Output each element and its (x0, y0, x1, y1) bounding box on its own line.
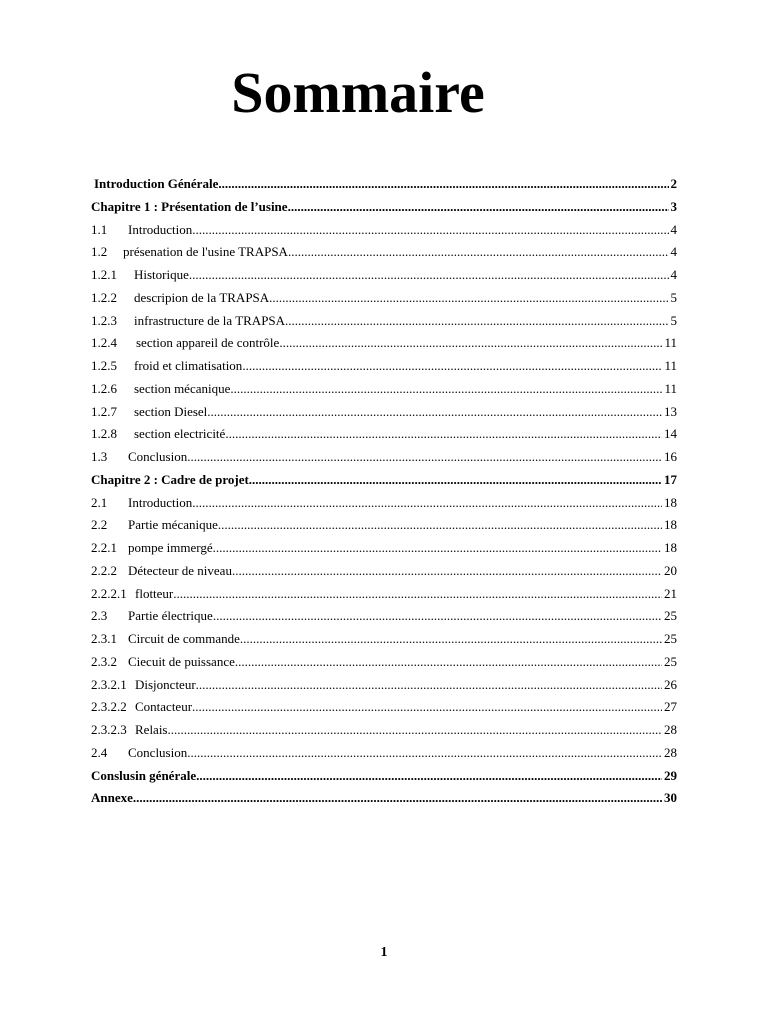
toc-entry-label: froid et climatisation (134, 358, 243, 373)
toc-entry[interactable] (91, 492, 677, 515)
table-of-contents (91, 173, 677, 810)
toc-entry-label: Conslusin générale (91, 767, 197, 783)
toc-entry-page: 17 (664, 471, 677, 487)
toc-entry-label: section appareil de contrôle (136, 335, 280, 351)
toc-entry-label: Introduction Générale (94, 176, 219, 191)
toc-entry[interactable] (91, 765, 677, 788)
toc-entry-page: 14 (664, 426, 677, 442)
toc-entry[interactable] (91, 583, 677, 606)
toc-entry-label: Partie électrique (128, 608, 213, 624)
toc-entry-label: Introduction (128, 494, 193, 510)
toc-entry[interactable] (91, 196, 677, 219)
toc-entry-number: 1.2.4 (91, 335, 117, 351)
dot-leader (213, 537, 662, 560)
dot-leader (213, 605, 662, 628)
toc-entry-number: 2.4 (91, 744, 108, 760)
toc-entry-page: 20 (664, 562, 677, 578)
page-title: Sommaire (231, 60, 485, 125)
toc-entry-page: 16 (664, 449, 677, 464)
dot-leader (288, 241, 669, 264)
toc-entry-label: Chapitre 1 : Présentation de l’usine (91, 198, 288, 214)
toc-entry[interactable] (91, 674, 677, 697)
toc-entry-page: 28 (664, 722, 677, 737)
toc-entry-label: Partie mécanique (128, 517, 218, 533)
toc-entry-number: 1.2.5 (91, 358, 117, 373)
toc-entry[interactable] (91, 651, 677, 674)
toc-entry-page: 4 (670, 267, 677, 282)
toc-entry-page: 5 (670, 312, 677, 328)
dot-leader (192, 492, 662, 515)
dot-leader (269, 287, 668, 310)
dot-leader (187, 446, 662, 469)
toc-entry-label: pompe immergé (128, 540, 213, 555)
toc-entry-number: 1.2 (91, 244, 108, 260)
toc-entry[interactable] (91, 560, 677, 583)
toc-entry-number: 2.3 (91, 608, 108, 624)
dot-leader (279, 332, 662, 355)
toc-entry-label: présenation de l'usine TRAPSA (123, 244, 288, 260)
dot-leader (189, 264, 669, 287)
toc-entry-page: 25 (664, 653, 677, 669)
dot-leader (225, 423, 662, 446)
dot-leader (235, 651, 662, 674)
dot-leader (192, 219, 668, 242)
toc-entry[interactable] (91, 719, 677, 742)
toc-entry-label: Ciecuit de puissance (128, 653, 235, 669)
toc-entry-page: 25 (664, 608, 677, 624)
toc-entry-label: Chapitre 2 : Cadre de projet (91, 471, 249, 487)
toc-entry-label: Détecteur de niveau (128, 562, 232, 578)
toc-entry-page: 30 (664, 790, 677, 806)
dot-leader (242, 355, 662, 378)
toc-entry-number: 1.2.3 (91, 312, 117, 328)
toc-entry-label: flotteur (135, 585, 174, 601)
toc-entry-number: 1.2.2 (91, 289, 117, 305)
toc-entry-label: Relais (135, 722, 168, 737)
toc-entry-page: 25 (664, 631, 677, 646)
toc-entry-label: Contacteur (135, 699, 193, 715)
toc-entry-number: 2.1 (91, 494, 108, 510)
toc-entry[interactable] (91, 423, 677, 446)
toc-entry-label: infrastructure de la TRAPSA (134, 312, 286, 328)
toc-entry[interactable] (91, 287, 677, 310)
page-number: 1 (380, 945, 388, 960)
toc-entry[interactable] (91, 537, 677, 560)
toc-entry[interactable] (91, 332, 677, 355)
toc-entry-number: 2.3.2 (91, 653, 117, 669)
toc-entry-page: 4 (670, 244, 677, 260)
toc-entry-page: 27 (664, 699, 677, 715)
dot-leader (285, 310, 668, 333)
toc-entry-label: Disjoncteur (135, 676, 196, 692)
toc-entry[interactable] (91, 787, 677, 810)
toc-entry-page: 13 (664, 403, 677, 419)
toc-entry-page: 2 (670, 176, 677, 191)
toc-entry-page: 28 (664, 744, 677, 760)
toc-entry[interactable] (91, 173, 677, 196)
toc-entry-label: section electricité (134, 426, 226, 442)
toc-entry[interactable] (91, 264, 677, 287)
toc-entry-label: Introduction (128, 221, 193, 237)
dot-leader (230, 378, 662, 401)
toc-entry-label: Historique (134, 267, 189, 282)
toc-entry[interactable] (91, 469, 677, 492)
toc-entry[interactable] (91, 696, 677, 719)
toc-entry[interactable] (91, 446, 677, 469)
toc-entry-number: 2.3.2.1 (91, 676, 127, 692)
dot-leader (240, 628, 662, 651)
toc-entry[interactable] (91, 401, 677, 424)
toc-entry-page: 4 (670, 221, 677, 237)
dot-leader (232, 560, 662, 583)
toc-entry-number: 2.2.2.1 (91, 585, 127, 601)
toc-entry-number: 2.3.2.3 (91, 722, 127, 737)
toc-entry-page: 18 (664, 494, 677, 510)
toc-entry-number: 2.2.1 (91, 540, 117, 555)
toc-entry-page: 5 (670, 289, 677, 305)
toc-entry-page: 18 (664, 517, 677, 533)
toc-entry[interactable] (91, 241, 677, 264)
toc-entry-number: 1.3 (91, 449, 108, 464)
toc-entry-label: Conclusion (128, 449, 188, 464)
toc-entry-page: 21 (664, 585, 677, 601)
dot-leader (168, 719, 663, 742)
toc-entry-number: 2.3.2.2 (91, 699, 127, 715)
toc-entry-number: 2.2 (91, 517, 108, 533)
dot-leader (196, 765, 662, 788)
toc-entry-page: 11 (664, 335, 677, 351)
dot-leader (288, 196, 669, 219)
toc-entry-label: Circuit de commande (128, 631, 240, 646)
toc-entry[interactable] (91, 355, 677, 378)
dot-leader (249, 469, 662, 492)
toc-entry-page: 11 (664, 380, 677, 396)
toc-entry-number: 2.3.1 (91, 631, 117, 646)
dot-leader (192, 696, 662, 719)
toc-entry-number: 1.2.1 (91, 267, 117, 282)
dot-leader (207, 401, 662, 424)
toc-entry-number: 2.2.2 (91, 562, 117, 578)
toc-entry[interactable] (91, 219, 677, 242)
toc-entry[interactable] (91, 514, 677, 537)
dot-leader (218, 514, 662, 537)
dot-leader (218, 173, 668, 196)
toc-entry-label: section Diesel (134, 403, 208, 419)
toc-entry-label: Conclusion (128, 744, 188, 760)
dot-leader (187, 742, 662, 765)
dot-leader (133, 787, 662, 810)
toc-entry[interactable] (91, 310, 677, 333)
toc-entry-number: 1.2.6 (91, 380, 117, 396)
toc-entry-label: Annexe (91, 790, 133, 806)
toc-entry[interactable] (91, 605, 677, 628)
dot-leader (173, 583, 662, 606)
toc-entry-page: 3 (670, 198, 677, 214)
toc-entry-label: descripion de la TRAPSA (134, 289, 270, 305)
toc-entry[interactable] (91, 742, 677, 765)
toc-entry[interactable] (91, 378, 677, 401)
dot-leader (196, 674, 662, 697)
toc-entry-page: 29 (664, 767, 677, 783)
toc-entry-number: 1.1 (91, 221, 108, 237)
toc-entry-label: section mécanique (134, 380, 231, 396)
toc-entry-number: 1.2.8 (91, 426, 117, 442)
toc-entry-number: 1.2.7 (91, 403, 117, 419)
toc-entry[interactable] (91, 628, 677, 651)
toc-entry-page: 18 (664, 540, 677, 555)
toc-entry-page: 26 (664, 676, 677, 692)
toc-entry-page: 11 (664, 358, 677, 373)
